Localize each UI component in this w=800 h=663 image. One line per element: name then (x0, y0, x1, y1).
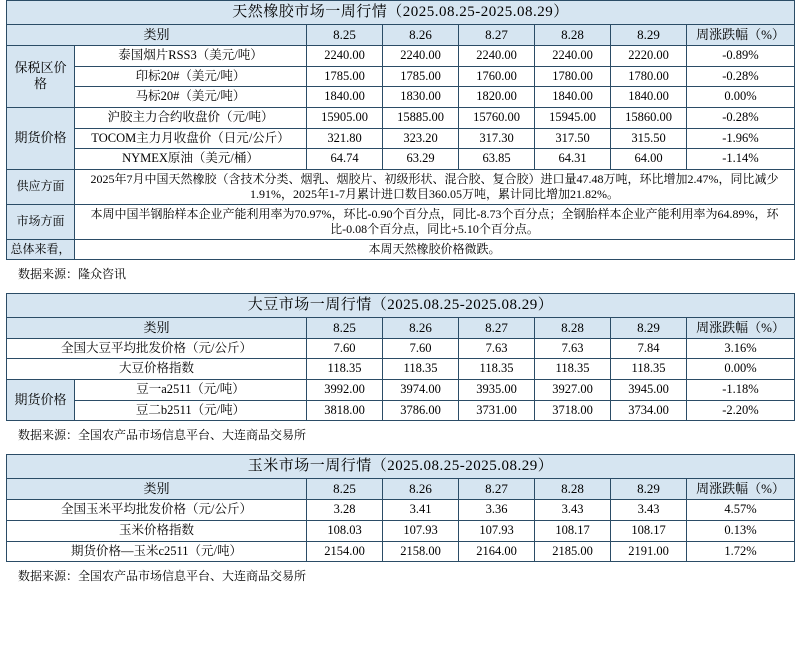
soybean-val-1-3: 118.35 (535, 359, 611, 380)
soybean-header-row (7, 317, 795, 338)
soybean-col-d5: 8.29 (611, 317, 687, 338)
table-row (7, 169, 795, 204)
rubber-col-change: 周涨跌幅（%） (687, 24, 795, 45)
table-row (7, 87, 795, 108)
soybean-fut-val-0-4: 3945.00 (611, 380, 687, 401)
rubber-change-0-1: -0.28% (687, 66, 795, 87)
corn-table (6, 454, 795, 562)
soybean-val-1-0: 118.35 (307, 359, 383, 380)
rubber-table (6, 0, 795, 260)
soybean-fut-name-0: 豆一a2511（元/吨） (75, 380, 307, 401)
rubber-val-0-1-0: 1785.00 (307, 66, 383, 87)
table-row (7, 204, 795, 239)
corn-row-name-2: 期货价格—玉米c2511（元/吨） (7, 541, 307, 562)
soybean-row-name-0: 全国大豆平均批发价格（元/公斤） (7, 338, 307, 359)
corn-val-0-3: 3.43 (535, 500, 611, 521)
soybean-change-0: 3.16% (687, 338, 795, 359)
corn-title-row (7, 455, 795, 479)
soybean-fut-val-1-4: 3734.00 (611, 400, 687, 421)
corn-header-row (7, 479, 795, 500)
corn-val-0-4: 3.43 (611, 500, 687, 521)
soybean-col-change: 周涨跌幅（%） (687, 317, 795, 338)
corn-section (6, 454, 794, 591)
soybean-val-0-0: 7.60 (307, 338, 383, 359)
rubber-row-name-1-1: TOCOM主力月收盘价（日元/公斤） (75, 128, 307, 149)
soybean-fut-val-1-2: 3731.00 (459, 400, 535, 421)
rubber-val-1-0-3: 15945.00 (535, 107, 611, 128)
rubber-val-1-1-1: 323.20 (383, 128, 459, 149)
rubber-val-0-1-4: 1780.00 (611, 66, 687, 87)
rubber-val-1-1-0: 321.80 (307, 128, 383, 149)
rubber-row-name-1-0: 沪胶主力合约收盘价（元/吨） (75, 107, 307, 128)
corn-val-2-3: 2185.00 (535, 541, 611, 562)
rubber-col-d2: 8.26 (383, 24, 459, 45)
rubber-col-d1: 8.25 (307, 24, 383, 45)
rubber-val-0-2-2: 1820.00 (459, 87, 535, 108)
soybean-val-0-2: 7.63 (459, 338, 535, 359)
corn-change-2: 1.72% (687, 541, 795, 562)
table-row (7, 128, 795, 149)
rubber-val-0-2-0: 1840.00 (307, 87, 383, 108)
rubber-note-text-0: 2025年7月中国天然橡胶（含技术分类、烟乳、烟胶片、初级形状、混合胶、复合胶）进口量47.48万吨，环比增加2.47%，同比减少1.91%，2025年1-7月累计进口数目360.05万吨，累计同比增加21.82%。 (75, 169, 795, 204)
rubber-val-1-2-3: 64.31 (535, 149, 611, 170)
table-row (7, 338, 795, 359)
soybean-val-1-4: 118.35 (611, 359, 687, 380)
soybean-fut-val-0-2: 3935.00 (459, 380, 535, 401)
table-row (7, 500, 795, 521)
rubber-val-1-0-4: 15860.00 (611, 107, 687, 128)
soybean-group-label: 期货价格 (7, 380, 75, 421)
corn-val-1-1: 107.93 (383, 520, 459, 541)
rubber-val-0-0-0: 2240.00 (307, 46, 383, 67)
rubber-note-text-1: 本周中国半钢胎样本企业产能利用率为70.97%，环比-0.90个百分点，同比-8.73个百分点；全钢胎样本企业产能利用率为64.89%，环比-0.08个百分点，同比+5.10个百分点。 (75, 204, 795, 239)
corn-row-name-0: 全国玉米平均批发价格（元/公斤） (7, 500, 307, 521)
rubber-change-0-2: 0.00% (687, 87, 795, 108)
rubber-val-0-2-3: 1840.00 (535, 87, 611, 108)
soybean-fut-change-1: -2.20% (687, 400, 795, 421)
rubber-val-1-1-3: 317.50 (535, 128, 611, 149)
rubber-val-1-2-0: 64.74 (307, 149, 383, 170)
rubber-val-1-0-0: 15905.00 (307, 107, 383, 128)
rubber-row-name-0-0: 泰国烟片RSS3（美元/吨） (75, 46, 307, 67)
rubber-row-name-0-2: 马标20#（美元/吨） (75, 87, 307, 108)
rubber-val-1-2-4: 64.00 (611, 149, 687, 170)
corn-val-2-4: 2191.00 (611, 541, 687, 562)
soybean-val-1-1: 118.35 (383, 359, 459, 380)
corn-col-change: 周涨跌幅（%） (687, 479, 795, 500)
table-row (7, 359, 795, 380)
rubber-val-0-0-1: 2240.00 (383, 46, 459, 67)
soybean-title: 大豆市场一周行情（2025.08.25-2025.08.29） (7, 293, 795, 317)
rubber-val-0-2-4: 1840.00 (611, 87, 687, 108)
soybean-fut-val-0-0: 3992.00 (307, 380, 383, 401)
table-row (7, 400, 795, 421)
rubber-change-0-0: -0.89% (687, 46, 795, 67)
rubber-val-0-1-2: 1760.00 (459, 66, 535, 87)
rubber-source: 数据来源：隆众咨讯 (18, 266, 127, 281)
soybean-fut-val-0-3: 3927.00 (535, 380, 611, 401)
corn-val-1-0: 108.03 (307, 520, 383, 541)
rubber-note-label-2: 总体来看， (7, 239, 75, 259)
rubber-val-0-1-3: 1780.00 (535, 66, 611, 87)
soybean-val-1-2: 118.35 (459, 359, 535, 380)
soybean-fut-val-1-3: 3718.00 (535, 400, 611, 421)
rubber-note-label-1: 市场方面 (7, 204, 75, 239)
rubber-val-1-2-2: 63.85 (459, 149, 535, 170)
rubber-group-label-1: 期货价格 (7, 107, 75, 169)
soybean-val-0-1: 7.60 (383, 338, 459, 359)
soybean-col-d3: 8.27 (459, 317, 535, 338)
corn-val-0-0: 3.28 (307, 500, 383, 521)
soybean-section (6, 293, 794, 451)
soybean-col-d1: 8.25 (307, 317, 383, 338)
rubber-col-d3: 8.27 (459, 24, 535, 45)
corn-val-0-1: 3.41 (383, 500, 459, 521)
soybean-row-name-1: 大豆价格指数 (7, 359, 307, 380)
rubber-val-0-0-4: 2220.00 (611, 46, 687, 67)
corn-change-1: 0.13% (687, 520, 795, 541)
rubber-note-label-0: 供应方面 (7, 169, 75, 204)
corn-val-2-1: 2158.00 (383, 541, 459, 562)
soybean-fut-name-1: 豆二b2511（元/吨） (75, 400, 307, 421)
table-row (7, 380, 795, 401)
corn-col-d5: 8.29 (611, 479, 687, 500)
corn-col-category: 类别 (7, 479, 307, 500)
rubber-val-1-1-4: 315.50 (611, 128, 687, 149)
soybean-source: 数据来源：全国农产品市场信息平台、大连商品交易所 (18, 428, 307, 443)
soybean-col-category: 类别 (7, 317, 307, 338)
rubber-row-name-1-2: NYMEX原油（美元/桶） (75, 149, 307, 170)
rubber-val-0-0-2: 2240.00 (459, 46, 535, 67)
corn-col-d3: 8.27 (459, 479, 535, 500)
corn-title: 玉米市场一周行情（2025.08.25-2025.08.29） (7, 455, 795, 479)
soybean-fut-val-0-1: 3974.00 (383, 380, 459, 401)
table-row (7, 46, 795, 67)
rubber-change-1-2: -1.14% (687, 149, 795, 170)
table-row (7, 239, 795, 259)
rubber-row-name-0-1: 印标20#（美元/吨） (75, 66, 307, 87)
rubber-section (6, 0, 794, 289)
corn-col-d2: 8.26 (383, 479, 459, 500)
rubber-col-d5: 8.29 (611, 24, 687, 45)
corn-val-1-4: 108.17 (611, 520, 687, 541)
corn-val-2-2: 2164.00 (459, 541, 535, 562)
table-row (7, 520, 795, 541)
corn-col-d1: 8.25 (307, 479, 383, 500)
rubber-val-1-0-2: 15760.00 (459, 107, 535, 128)
soybean-val-0-3: 7.63 (535, 338, 611, 359)
corn-val-2-0: 2154.00 (307, 541, 383, 562)
corn-val-1-2: 107.93 (459, 520, 535, 541)
rubber-note-text-2: 本周天然橡胶价格微跌。 (75, 239, 795, 259)
rubber-header-row (7, 24, 795, 45)
corn-col-d4: 8.28 (535, 479, 611, 500)
rubber-col-category: 类别 (7, 24, 307, 45)
rubber-change-1-0: -0.28% (687, 107, 795, 128)
corn-change-0: 4.57% (687, 500, 795, 521)
table-row (7, 66, 795, 87)
table-row (7, 541, 795, 562)
soybean-fut-change-0: -1.18% (687, 380, 795, 401)
soybean-val-0-4: 7.84 (611, 338, 687, 359)
soybean-title-row (7, 293, 795, 317)
rubber-title-row (7, 1, 795, 25)
rubber-val-0-2-1: 1830.00 (383, 87, 459, 108)
corn-val-1-3: 108.17 (535, 520, 611, 541)
corn-source: 数据来源：全国农产品市场信息平台、大连商品交易所 (18, 569, 307, 584)
rubber-title: 天然橡胶市场一周行情（2025.08.25-2025.08.29） (7, 1, 795, 25)
soybean-fut-val-1-0: 3818.00 (307, 400, 383, 421)
rubber-val-1-2-1: 63.29 (383, 149, 459, 170)
soybean-change-1: 0.00% (687, 359, 795, 380)
soybean-col-d4: 8.28 (535, 317, 611, 338)
rubber-group-label-0: 保税区价格 (7, 46, 75, 108)
table-row (7, 107, 795, 128)
rubber-val-0-0-3: 2240.00 (535, 46, 611, 67)
rubber-change-1-1: -1.96% (687, 128, 795, 149)
corn-row-name-1: 玉米价格指数 (7, 520, 307, 541)
rubber-col-d4: 8.28 (535, 24, 611, 45)
soybean-col-d2: 8.26 (383, 317, 459, 338)
corn-val-0-2: 3.36 (459, 500, 535, 521)
soybean-fut-val-1-1: 3786.00 (383, 400, 459, 421)
rubber-val-1-0-1: 15885.00 (383, 107, 459, 128)
rubber-val-1-1-2: 317.30 (459, 128, 535, 149)
rubber-val-0-1-1: 1785.00 (383, 66, 459, 87)
table-row (7, 149, 795, 170)
soybean-table (6, 293, 795, 422)
